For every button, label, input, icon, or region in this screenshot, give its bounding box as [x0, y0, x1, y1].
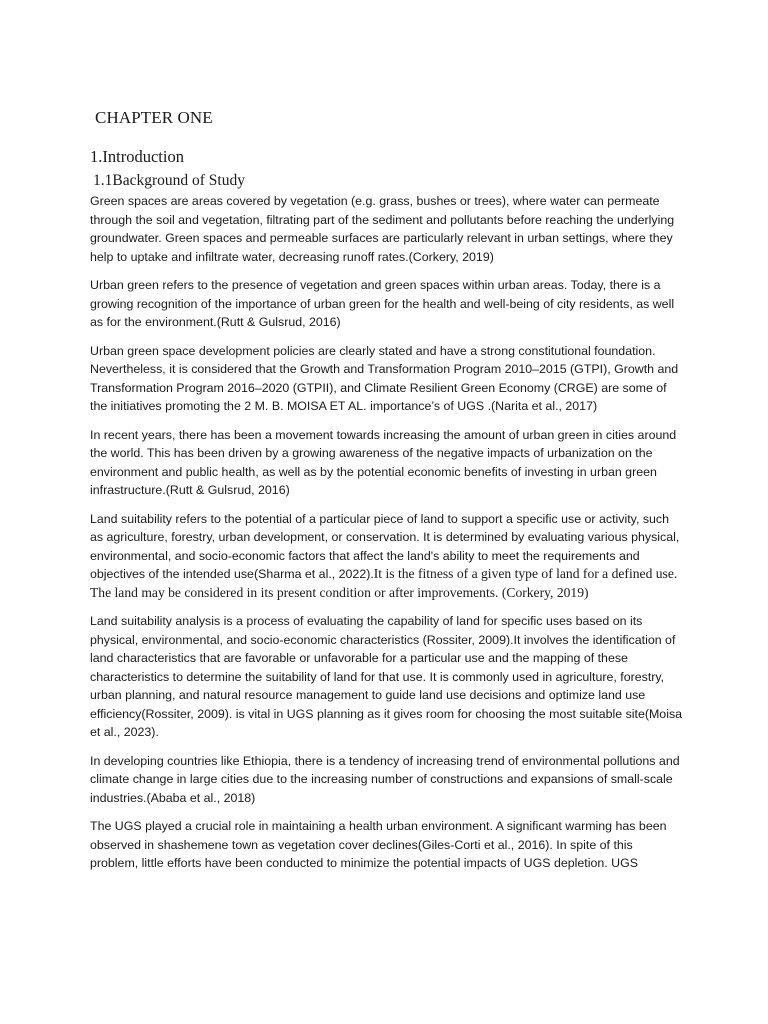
paragraph-land-suitability-sans: Land suitability refers to the potential of a particular piece of land to support a specific use or activity, such as agriculture, forestry, urban development, or conservation. It is determined by evaluating various physical, environmental, and socio-economic factors that affect the land's ability to meet the requirements and objectives of the intended use(Sharma et al., 2022).: [90, 511, 680, 581]
body-text: [90, 192, 684, 883]
paragraph-land-suitability: [90, 510, 684, 603]
section-heading: 1.Introduction: [90, 147, 184, 166]
paragraph-urban-green: Urban green refers to the presence of vegetation and green spaces within urban areas. Today, there is a growing recognition of the importance of urban green for the health and well-being of city residents, as well as for the environment.(Rutt & Gulsrud, 2016): [90, 278, 675, 329]
paragraph-developing-countries: In developing countries like Ethiopia, there is a tendency of increasing trend of environmental pollutions and climate change in large cities due to the increasing number of constructions and expansions of small-scale industries.(Ababa et al., 2018): [90, 753, 680, 805]
paragraph-suitability-analysis: Land suitability analysis is a process of evaluating the capability of land for specific uses based on its physical, environmental, and socio-economic characteristics (Rossiter, 2009).It involves the identification of land characteristics that are favorable or unfavorable for a particular use and the mapping of these characteristics to determine the suitability of land for that use. It is commonly used in agriculture, forestry, urban planning, and natural resource management to guide land use decisions and optimize land use efficiency(Rossiter, 2009). is vital in UGS planning as it gives room for choosing the most suitable site(Moisa et al., 2023).: [90, 614, 683, 739]
paragraph-land-suitability-serif: It is the fitness of a given type of land for a defined use. The land may be considered in its present condition or after improvements. (Corkery, 2019): [90, 566, 678, 600]
subsection-heading: 1.1Background of Study: [93, 172, 245, 189]
paragraph-recent-years: In recent years, there has been a movement towards increasing the amount of urban green in cities around the world. This has been driven by a growing awareness of the negative impacts of urbanization on the environment and public health, as well as by the potential economic benefits of investing in urban green infrastructure.(Rutt & Gulsrud, 2016): [90, 427, 677, 497]
paragraph-ugs-role: The UGS played a crucial role in maintaining a health urban environment. A significant warming has been observed in shashemene town as vegetation cover declines(Giles-Corti et al., 2016). In spite of this problem, little efforts have been conducted to minimize the potential impacts of UGS depletion. UGS: [90, 819, 667, 870]
paragraph-green-spaces: Green spaces are areas covered by vegetation (e.g. grass, bushes or trees), where water can permeate through the soil and vegetation, filtrating part of the sediment and pollutants before reaching the underlying groundwater. Green spaces and permeable surfaces are particularly relevant in urban settings, where they help to uptake and infiltrate water, decreasing runoff rates.(Corkery, 2019): [90, 194, 675, 264]
chapter-title: CHAPTER ONE: [95, 108, 213, 127]
paragraph-policies: Urban green space development policies are clearly stated and have a strong constitutional foundation. Nevertheless, it is considered that the Growth and Transformation Program 2010–2015 (GTPI), Growth and Transformation Program 2016–2020 (GTPII), and Climate Resilient Green Economy (CRGE) are some of the initiatives promoting the 2 M. B. MOISA ET AL. importance’s of UGS .(Narita et al., 2017): [90, 343, 679, 413]
